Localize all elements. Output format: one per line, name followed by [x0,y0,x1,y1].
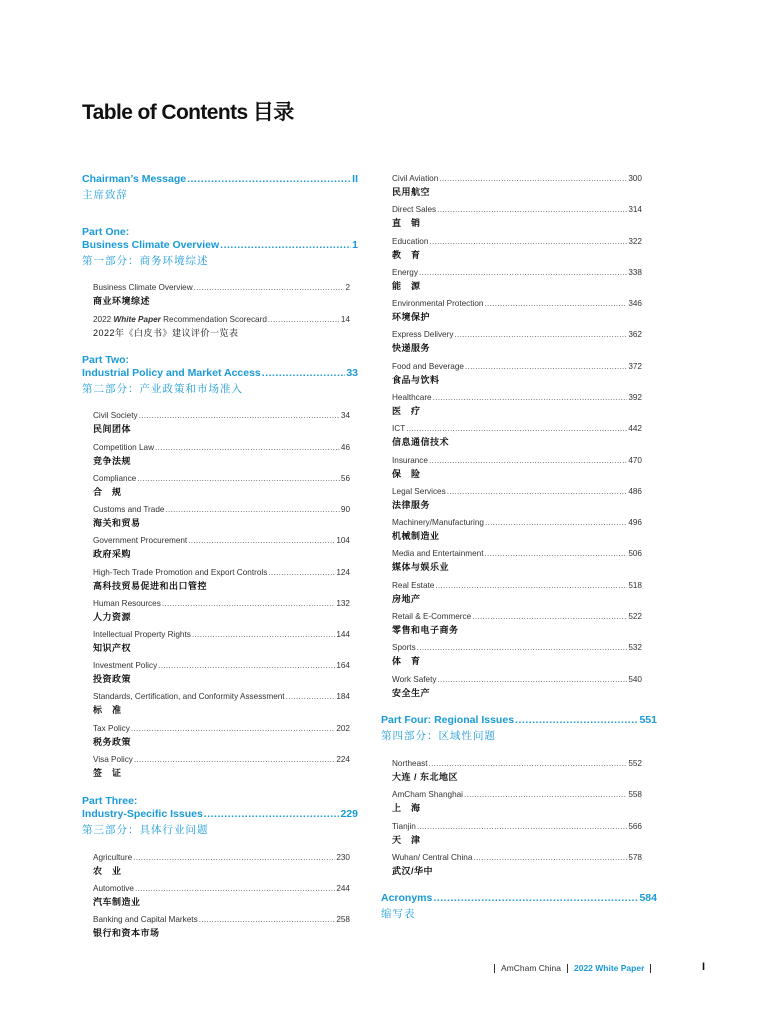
entry-title-cn: 税务政策 [93,737,132,747]
entry-page: 532 [628,643,642,652]
leader-dots [268,567,335,578]
section-page: 1 [352,239,358,251]
entry-title: Wuhan/ Central China [392,853,473,862]
entry-title: Competition Law [93,443,154,452]
section-page: 229 [340,808,358,820]
section-label: Part Two: [82,354,130,366]
toc-entry-express[interactable] [392,329,642,354]
entry-title: Recommendation Scorecard [163,315,267,324]
leader-dots [464,789,627,800]
entry-title: Work Safety [392,675,437,684]
toc-entry-media[interactable] [392,548,642,573]
entry-title-cn: 法律服务 [392,500,431,510]
entry-title: Healthcare [392,393,432,402]
entry-page: 518 [628,581,642,590]
leader-dots [137,473,340,484]
section-label: Part Three: [82,795,138,807]
leader-dots [454,329,627,340]
entry-title-cn: 机械制造业 [392,531,440,541]
entry-page: 338 [628,268,642,277]
toc-entry-procurement[interactable] [93,535,350,560]
leader-dots [472,611,627,622]
leader-dots [447,486,628,497]
entry-page: 230 [336,853,350,862]
entry-title: Government Procurement [93,536,188,545]
leader-dots [419,267,627,278]
entry-page: 486 [628,487,642,496]
entry-title-cn: 上 海 [392,803,421,813]
entry-page: 244 [336,884,350,893]
toc-entry-investment[interactable] [93,660,350,685]
entry-title: Legal Services [392,487,446,496]
leader-dots [433,892,638,905]
leader-dots [268,314,340,325]
entry-title: High-Tech Trade Promotion and Export Controls [93,568,268,577]
entry-page: 224 [336,755,350,764]
leader-dots [435,580,627,591]
entry-title: Northeast [392,759,428,768]
entry-title: Agriculture [93,853,133,862]
entry-page: 392 [628,393,642,402]
toc-entry-ict[interactable] [392,423,642,448]
entry-title-cn: 签 证 [93,768,122,778]
toc-entry-banking[interactable] [93,914,350,939]
toc-section-acronyms[interactable] [381,892,657,921]
section-title: Part Four: Regional Issues [381,714,515,726]
leader-dots [134,754,335,765]
entry-title-cn: 政府采购 [93,549,132,559]
toc-entry-work-safety[interactable] [392,674,642,699]
entry-title-cn: 保 险 [392,469,421,479]
section-title-cn: 第四部分：区域性问题 [381,730,496,742]
toc-entry-machinery[interactable] [392,517,642,542]
entry-page: 552 [628,759,642,768]
leader-dots [162,598,336,609]
entry-title: Standards, Certification, and Conformity Assessment [93,692,285,701]
entry-title: Media and Entertainment [392,549,484,558]
entry-title-cn: 农 业 [93,866,122,876]
leader-dots [484,298,627,309]
entry-title-cn: 媒体与娱乐业 [392,562,450,572]
leader-dots [417,642,628,653]
section-title-cn: 第三部分：具体行业问题 [82,824,209,836]
toc-entry-healthcare[interactable] [392,392,642,417]
entry-page: 346 [628,299,642,308]
entry-title: Customs and Trade [93,505,165,514]
leader-dots [262,367,346,380]
entry-title: Express Delivery [392,330,454,339]
entry-title-cn: 大连 / 东北地区 [392,772,459,782]
entry-page: 184 [336,692,350,701]
footer-divider [494,964,495,973]
entry-title-cn: 直 销 [392,218,421,228]
toc-entry-insurance[interactable] [392,455,642,480]
section-title: Business Climate Overview [82,239,220,251]
leader-dots [484,548,627,559]
entry-title-cn: 2022年《白皮书》建议评价一览表 [93,328,239,338]
section-title-cn: 第二部分：产业政策和市场准入 [82,383,243,395]
toc-entry-standards[interactable] [93,691,350,716]
toc-entry-northeast[interactable] [392,758,642,783]
toc-entry-legal[interactable] [392,486,642,511]
entry-page: 372 [628,362,642,371]
page-number: I [702,961,706,973]
toc-section-part2[interactable] [82,354,358,396]
entry-title: Banking and Capital Markets [93,915,198,924]
footer-publication: 2022 White Paper [574,963,645,973]
toc-entry-direct-sales[interactable] [392,204,642,229]
toc-entry-wuhan[interactable] [392,852,642,877]
entry-title-cn: 房地产 [392,594,421,604]
footer-divider [650,964,651,973]
toc-entry-civil-society[interactable] [93,410,350,435]
entry-page: 124 [336,568,350,577]
leader-dots [165,504,339,515]
toc-entry-aviation[interactable] [392,173,642,198]
entry-page: 2 [345,283,350,292]
entry-title: Visa Policy [93,755,133,764]
entry-page: 56 [340,474,350,483]
toc-entry-retail[interactable] [392,611,642,636]
entry-title-cn: 商业环境综述 [93,296,151,306]
toc-entry-sports[interactable] [392,642,642,667]
entry-title-cn: 人力资源 [93,612,132,622]
leader-dots [437,674,627,685]
entry-title-cn: 教 育 [392,250,421,260]
leader-dots [131,723,335,734]
entry-title: Human Resources [93,599,161,608]
toc-entry-automotive[interactable] [93,883,350,908]
entry-title: Real Estate [392,581,435,590]
entry-page: 496 [628,518,642,527]
leader-dots [187,173,351,186]
toc-entry-hr[interactable] [93,598,350,623]
toc-entry-ipr[interactable] [93,629,350,654]
entry-title: Business Climate Overview [93,283,193,292]
toc-section-chairman[interactable] [82,173,358,202]
entry-title-cn: 零售和电子商务 [392,625,459,635]
entry-page: 90 [340,505,350,514]
entry-title: Food and Beverage [392,362,464,371]
entry-page: 314 [628,205,642,214]
toc-entry-real-estate[interactable] [392,580,642,605]
entry-title-cn: 投资政策 [93,674,132,684]
entry-title-cn: 汽车制造业 [93,897,141,907]
toc-entry-tianjin[interactable] [392,821,642,846]
entry-title-cn: 银行和资本市场 [93,928,160,938]
leader-dots [473,852,627,863]
leader-dots [406,423,627,434]
entry-title-cn: 食品与饮料 [392,375,440,385]
entry-title: Tianjin [392,822,416,831]
leader-dots [199,914,336,925]
toc-entry-food[interactable] [392,361,642,386]
toc-entry-energy[interactable] [392,267,642,292]
leader-dots [188,535,335,546]
footer-org: AmCham China [501,963,561,973]
section-title: Industry-Specific Issues [82,808,203,820]
leader-dots [515,714,638,727]
entry-title: Automotive [93,884,134,893]
page-title: Table of Contents 目录 [82,101,294,124]
toc-entry-hightech[interactable] [93,567,350,592]
entry-title-cn: 高科技贸易促进和出口管控 [93,581,208,591]
entry-year: 2022 [93,315,112,324]
entry-title: Retail & E-Commerce [392,612,472,621]
entry-title-cn: 海关和贸易 [93,518,141,528]
entry-page: 164 [336,661,350,670]
entry-page: 14 [340,315,350,324]
entry-title: Compliance [93,474,137,483]
entry-title: Environmental Protection [392,299,484,308]
toc-section-part1[interactable] [82,226,358,268]
toc-entry-environment[interactable] [392,298,642,323]
section-page: 584 [639,892,657,904]
section-label: Part One: [82,226,130,238]
leader-dots [433,392,628,403]
section-title-cn: 第一部分：商务环境综述 [82,255,209,267]
entry-page: 202 [336,724,350,733]
entry-title: Intellectual Property Rights [93,630,191,639]
entry-title-cn: 合 规 [93,487,122,497]
entry-page: 46 [340,443,350,452]
entry-page: 34 [340,411,350,420]
section-title-cn: 缩写表 [381,908,416,920]
entry-title: ICT [392,424,406,433]
entry-page: 578 [628,853,642,862]
section-title: Chairman’s Message [82,173,187,185]
section-title: Industrial Policy and Market Access [82,367,261,379]
entry-page: 362 [628,330,642,339]
entry-title-cn: 竞争法规 [93,456,132,466]
entry-page: 442 [628,424,642,433]
entry-title-cn: 环境保护 [392,312,431,322]
leader-dots [220,239,351,252]
toc-entry-education[interactable] [392,236,642,261]
section-title-cn: 主席致辞 [82,189,128,201]
leader-dots [286,691,336,702]
entry-title: Education [392,237,429,246]
leader-dots [158,660,335,671]
entry-page: 470 [628,456,642,465]
toc-entry-shanghai[interactable] [392,789,642,814]
entry-page: 566 [628,822,642,831]
leader-dots [204,808,340,821]
entry-page: 144 [336,630,350,639]
toc-entry-compliance[interactable] [93,473,350,498]
entry-page: 300 [628,174,642,183]
entry-title-cn: 快递服务 [392,343,431,353]
toc-entry-customs[interactable] [93,504,350,529]
entry-title-cn: 能 源 [392,281,421,291]
entry-page: 540 [628,675,642,684]
entry-title-cn: 安全生产 [392,688,431,698]
section-page: II [352,173,358,185]
entry-page: 558 [628,790,642,799]
toc-entry-competition[interactable] [93,442,350,467]
leader-dots [155,442,340,453]
page-footer [488,963,657,973]
toc-section-part3[interactable] [82,795,358,837]
entry-title-cn: 信息通信技术 [392,437,450,447]
entry-page: 132 [336,599,350,608]
leader-dots [437,204,627,215]
entry-page: 322 [628,237,642,246]
entry-title: Direct Sales [392,205,437,214]
entry-title-cn: 标 准 [93,705,122,715]
toc-entry-tax[interactable] [93,723,350,748]
entry-page: 506 [628,549,642,558]
entry-title-cn: 知识产权 [93,643,132,653]
section-page: 33 [346,367,358,379]
entry-page: 522 [628,612,642,621]
leader-dots [439,173,627,184]
entry-title: Energy [392,268,418,277]
leader-dots [192,629,335,640]
entry-title: Civil Aviation [392,174,439,183]
leader-dots [135,883,335,894]
entry-title-cn: 医 疗 [392,406,421,416]
toc-entry-scorecard[interactable] [93,314,350,339]
toc-entry-visa[interactable] [93,754,350,779]
entry-title-cn: 体 育 [392,656,421,666]
entry-title: Investment Policy [93,661,158,670]
toc-entry-bco[interactable] [93,282,350,307]
entry-title: AmCham Shanghai [392,790,463,799]
section-page: 551 [639,714,657,726]
entry-title-cn: 武汉/华中 [392,866,434,876]
leader-dots [133,852,335,863]
leader-dots [139,410,340,421]
entry-title: Machinery/Manufacturing [392,518,484,527]
toc-entry-agriculture[interactable] [93,852,350,877]
leader-dots [465,361,627,372]
footer-divider [567,964,568,973]
entry-page: 258 [336,915,350,924]
leader-dots [429,455,627,466]
entry-emphasis: White Paper [113,315,161,324]
entry-title-cn: 民用航空 [392,187,431,197]
entry-page: 104 [336,536,350,545]
entry-title: Sports [392,643,416,652]
entry-title: Insurance [392,456,428,465]
entry-title: Tax Policy [93,724,130,733]
leader-dots [194,282,345,293]
leader-dots [485,517,627,528]
entry-title: Civil Society [93,411,138,420]
section-title: Acronyms [381,892,433,904]
leader-dots [417,821,628,832]
entry-title-cn: 天 津 [392,835,421,845]
toc-section-part4[interactable] [381,714,657,743]
leader-dots [429,236,627,247]
leader-dots [429,758,628,769]
entry-title-cn: 民间团体 [93,424,132,434]
